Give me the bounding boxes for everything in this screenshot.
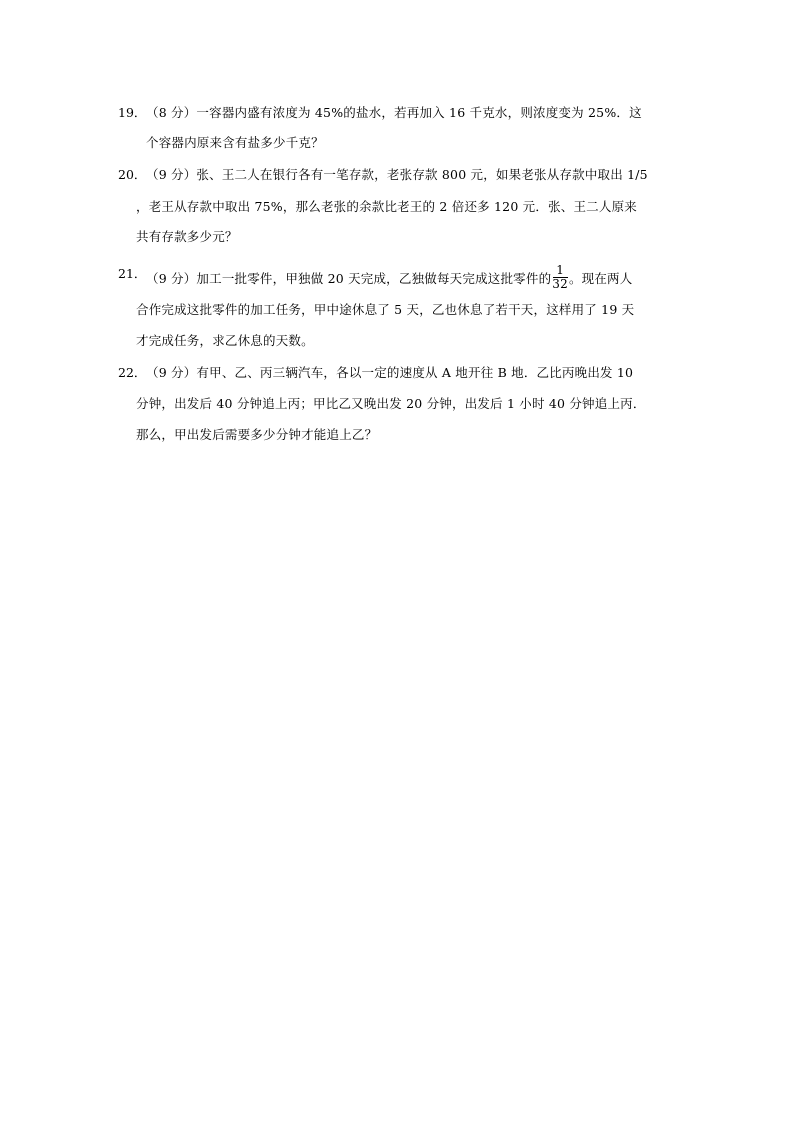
question-text-line: （9 分）张、王二人在银行各有一笔存款，老张存款 800 元，如果老张从存款中取出 1/5: [146, 167, 648, 182]
question-text-segment: 。现在两人: [568, 271, 633, 286]
question-text-line: 合作完成这批零件的加工任务，甲中途休息了 5 天，乙也休息了若干天，这样用了 19 天: [136, 302, 635, 317]
question-text-line: 共有存款多少元？: [136, 229, 238, 244]
question-number: 21．: [118, 266, 147, 281]
question-number: 22．: [118, 365, 147, 380]
fraction-denominator: 32: [552, 277, 568, 291]
question-text-line: [146, 263, 633, 293]
question-text-line: 才完成任务，求乙休息的天数。: [136, 333, 314, 348]
question-text-line: ，老王从存款中取出 75%，那么老张的余款比老王的 2 倍还多 120 元．张、王二人原来: [136, 199, 637, 214]
question-number: 19．: [118, 105, 147, 120]
question-text-line: 个容器内原来含有盐多少千克？: [146, 135, 324, 150]
question-text-segment: （9 分）加工一批零件，甲独做 20 天完成，乙独做每天完成这批零件的: [146, 271, 552, 286]
question-text-line: （8 分）一容器内盛有浓度为 45%的盐水，若再加入 16 千克水，则浓度变为 25%．这: [146, 105, 642, 120]
fraction-numerator: 1: [556, 263, 565, 277]
question-text-line: 那么，甲出发后需要多少分钟才能追上乙？: [136, 427, 378, 442]
question-text-line: 分钟，出发后 40 分钟追上丙；甲比乙又晚出发 20 分钟，出发后 1 小时 40 分钟追上丙．: [136, 396, 646, 411]
question-number: 20．: [118, 167, 147, 182]
fraction: [552, 264, 568, 291]
question-text-line: （9 分）有甲、乙、丙三辆汽车，各以一定的速度从 A 地开往 B 地．乙比丙晚出发 10: [146, 365, 634, 380]
